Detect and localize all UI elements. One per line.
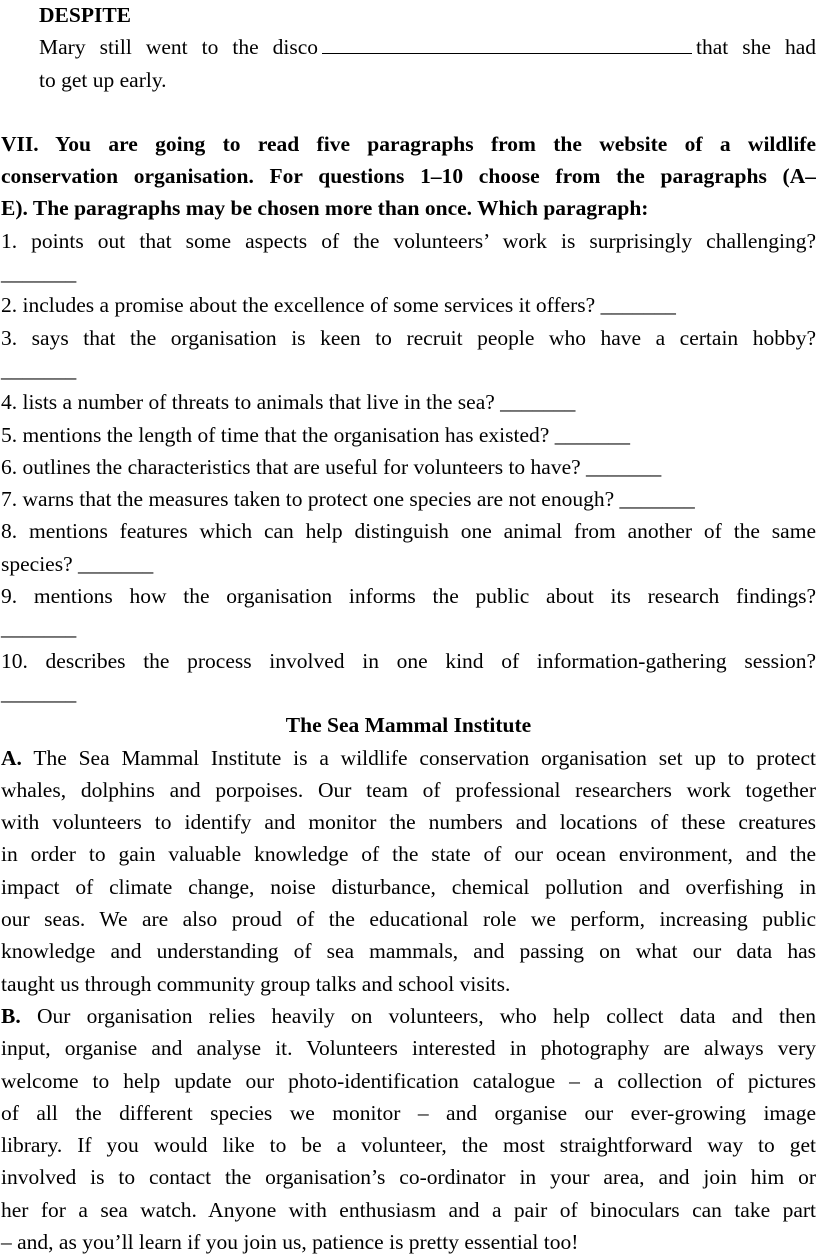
paragraph-b-line: involved is to contact the organisation’s co-ordinator in your area, and join him or [1,1165,816,1190]
passage-title: The Sea Mammal Institute [285,713,532,738]
spacer [1,96,816,128]
paragraph-a-line: our seas. We are also proud of the educational role we perform, increasing public [1,907,816,932]
question-3: 3. says that the organisation is keen to recruit people who have a certain hobby? [1,325,816,350]
paragraph-b-line [1,1000,816,1032]
question-10-blank[interactable]: _______ [1,680,77,705]
rewrite-after: that she had [696,35,816,60]
rewrite-line2: to get up early. [39,67,167,92]
rewrite-keyword: DESPITE [39,3,132,27]
paragraph-a-line: knowledge and understanding of sea mammals, and passing on what our data has [1,939,816,964]
question-9: 9. mentions how the organisation informs the public about its research findings? [1,584,816,609]
rewrite-before: Mary still went to the disco [39,35,319,60]
paragraph-a-line: whales, dolphins and porpoises. Our team of professional researchers work together [1,777,816,802]
question-10: 10. describes the process involved in one kind of information-gathering session? [1,648,816,673]
paragraph-b [1,1000,816,1258]
paragraph-b-line: welcome to help update our photo-identification catalogue – a collection of pictures [1,1068,816,1093]
paragraph-b-line: of all the different species we monitor – and organise our ever-growing image [1,1100,816,1125]
question-7: 7. warns that the measures taken to protect one species are not enough? _______ [1,487,695,512]
paragraph-a-line: with volunteers to identify and monitor the numbers and locations of these creatures [1,810,816,835]
paragraph-b-line: input, organise and analyse it. Volunteers interested in photography are always very [1,1036,816,1061]
paragraph-a-line [1,742,816,774]
question-1: 1. points out that some aspects of the volunteers’ work is surprisingly challenging? [1,228,816,253]
question-6: 6. outlines the characteristics that are useful for volunteers to have? _______ [1,454,662,479]
task-instruction-line3: E). The paragraphs may be chosen more than once. Which paragraph: [1,196,649,221]
paragraph-a-line: taught us through community group talks and school visits. [1,971,511,996]
paragraph-a-line: in order to gain valuable knowledge of the state of our ocean environment, and the [1,842,816,867]
paragraph-b-line: her for a sea watch. Anyone with enthusiasm and a pair of binoculars can take part [1,1197,816,1222]
paragraph-a [1,742,816,1000]
paragraph-b-text: Our organisation relies heavily on volunteers, who help collect data and then [36,1003,816,1028]
question-1-blank[interactable]: _______ [1,261,77,286]
question-2: 2. includes a promise about the excellence of some services it offers? _______ [1,293,676,318]
question-4: 4. lists a number of threats to animals that live in the sea? _______ [1,390,576,415]
question-8: 8. mentions features which can help distinguish one animal from another of the same [1,519,816,544]
paragraph-b-line: library. If you would like to be a volunteer, the most straightforward way to get [1,1133,816,1158]
question-5: 5. mentions the length of time that the organisation has existed? _______ [1,422,630,447]
paragraph-a-line: impact of climate change, noise disturbance, chemical pollution and overfishing in [1,874,816,899]
task-instruction-line1: VII. You are going to read five paragraphs from the website of a wildlife [1,131,816,156]
answer-blank[interactable] [322,33,692,54]
rewrite-sentence [1,31,816,63]
paragraph-b-line: – and, as you’ll learn if you join us, patience is pretty essential too! [1,1229,579,1254]
task-instruction-line2: conservation organisation. For questions 1–10 choose from the paragraphs (A– [1,164,816,189]
question-8-continued: species? _______ [1,551,154,576]
question-3-blank[interactable]: _______ [1,357,77,382]
paragraph-a-label: A. [1,745,22,770]
paragraph-a-text: The Sea Mammal Institute is a wildlife conservation organisation set up to protect [33,745,816,770]
paragraph-b-label: B. [1,1003,21,1028]
question-9-blank[interactable]: _______ [1,616,77,641]
